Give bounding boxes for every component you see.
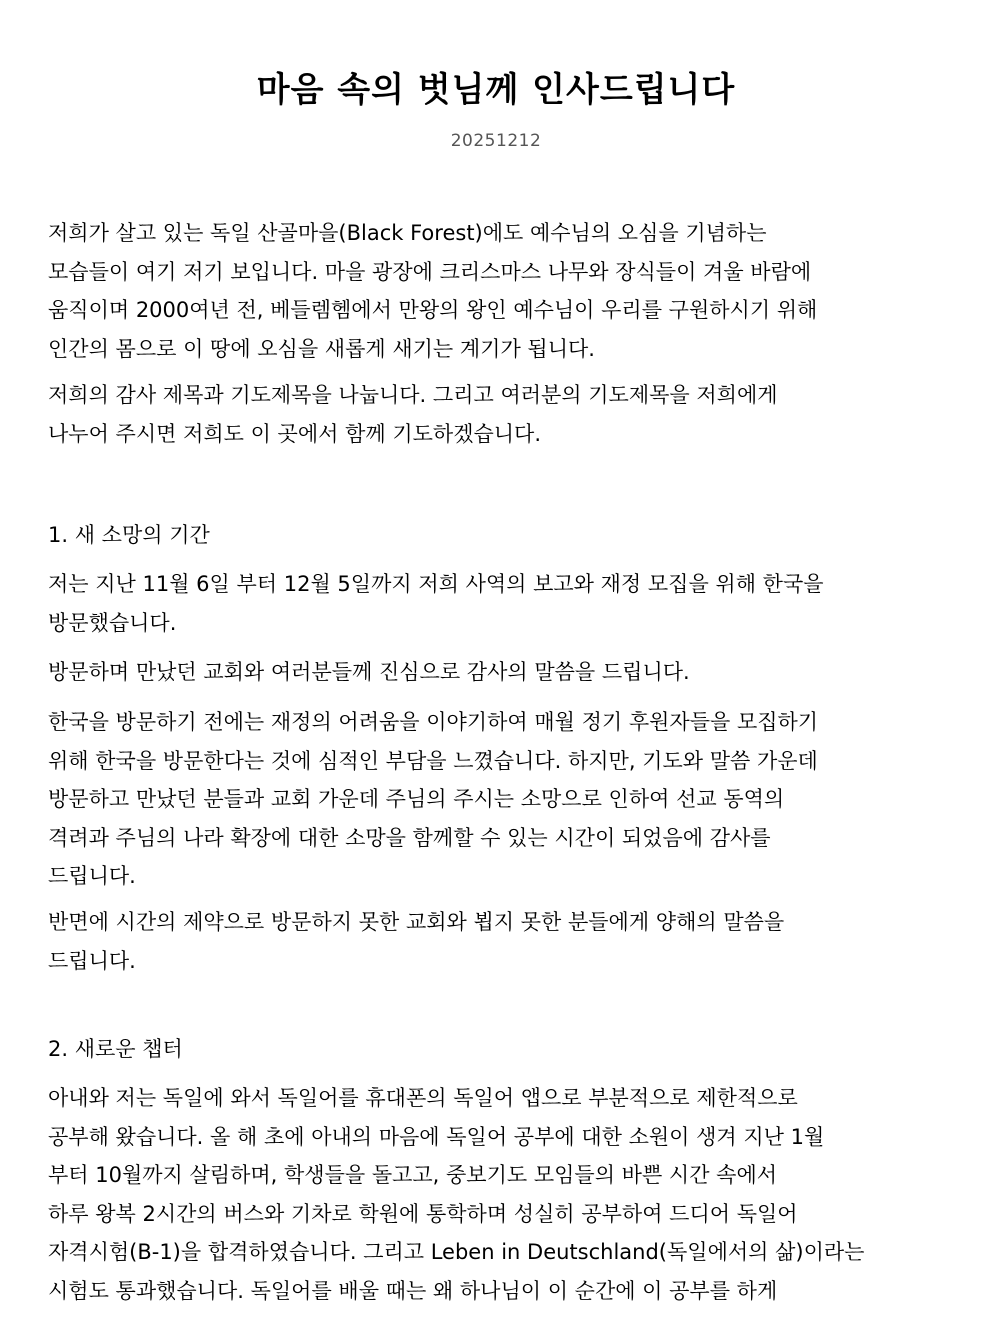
section-2-paragraph-1 (48, 1079, 948, 1310)
section-1-paragraph-2 (48, 653, 948, 692)
text-line: 아내와 저는 독일에 와서 독일어를 휴대폰의 독일어 앱으로 부분적으로 제한적으로 (48, 1086, 798, 1110)
text-line: 방문하고 만났던 분들과 교회 가운데 주님의 주시는 소망으로 인하여 선교 동역의 (48, 787, 785, 811)
text-line: 부터 10월까지 살림하며, 학생들을 돌고고, 중보기도 모임들의 바쁜 시간 속에서 (48, 1163, 778, 1187)
text-line: 격려과 주님의 나라 확장에 대한 소망을 함께할 수 있는 시간이 되었음에 감사를 (48, 825, 771, 850)
text-line: 한국을 방문하기 전에는 재정의 어려움을 이야기하여 매월 정기 후원자들을 모집하기 (48, 710, 819, 734)
text-line: 자격시험(B-1)을 합격하였습니다. 그리고 Leben in Deutschland(독일에서의 삶)이라는 (48, 1240, 865, 1264)
text-line: 반면에 시간의 제약으로 방문하지 못한 교회와 뵙지 못한 분들에게 양해의 말씀을 (48, 910, 785, 934)
section-1-heading: 1. 새 소망의 기간 (48, 523, 210, 547)
text-line: 위해 한국을 방문한다는 것에 심적인 부담을 느꼈습니다. 하지만, 기도와 말씀 가운데 (48, 748, 818, 773)
text-line: 하루 왕복 2시간의 버스와 기차로 학원에 통학하며 성실히 공부하여 드디어 독일어 (48, 1201, 798, 1226)
section-1-paragraph-1 (48, 565, 948, 642)
text-line: 인간의 몸으로 이 땅에 오심을 새롭게 새기는 계기가 됩니다. (48, 336, 595, 361)
text-line: 저희가 살고 있는 독일 산골마을(Black Forest)에도 예수님의 오심을 기념하는 (48, 221, 767, 245)
text-line: 시험도 통과했습니다. 독일어를 배울 때는 왜 하나님이 이 순간에 이 공부를 하게 (48, 1278, 778, 1303)
text-line: 저는 지난 11월 6일 부터 12월 5일까지 저희 사역의 보고와 재정 모집을 위해 한국을 (48, 572, 824, 596)
text-line: 공부해 왔습니다. 올 해 초에 아내의 마음에 독일어 공부에 대한 소원이 생겨 지난 1월 (48, 1124, 825, 1149)
text-line: 방문하며 만났던 교회와 여러분들께 진심으로 감사의 말씀을 드립니다. (48, 660, 690, 684)
section-1-paragraph-3 (48, 703, 948, 896)
section-1-paragraph-4 (48, 903, 948, 980)
text-line: 움직이며 2000여년 전, 베들렘헴에서 만왕의 왕인 예수님이 우리를 구원하시기 위해 (48, 298, 818, 322)
text-line: 방문했습니다. (48, 610, 177, 635)
intro-paragraph-2 (48, 376, 948, 453)
text-line: 드립니다. (48, 948, 136, 973)
text-line: 저희의 감사 제목과 기도제목을 나눕니다. 그리고 여러분의 기도제목을 저희에게 (48, 383, 778, 407)
intro-paragraph-1 (48, 214, 948, 368)
section-2-heading: 2. 새로운 챕터 (48, 1037, 183, 1061)
document-title: 마음 속의 벗님께 인사드립니다 (256, 70, 736, 110)
text-line: 드립니다. (48, 864, 136, 888)
document-date: 20251212 (450, 131, 542, 151)
text-line: 나누어 주시면 저희도 이 곳에서 함께 기도하겠습니다. (48, 421, 542, 446)
text-line: 모습들이 여기 저기 보입니다. 마을 광장에 크리스마스 나무와 장식들이 겨울 바람에 (48, 259, 812, 284)
